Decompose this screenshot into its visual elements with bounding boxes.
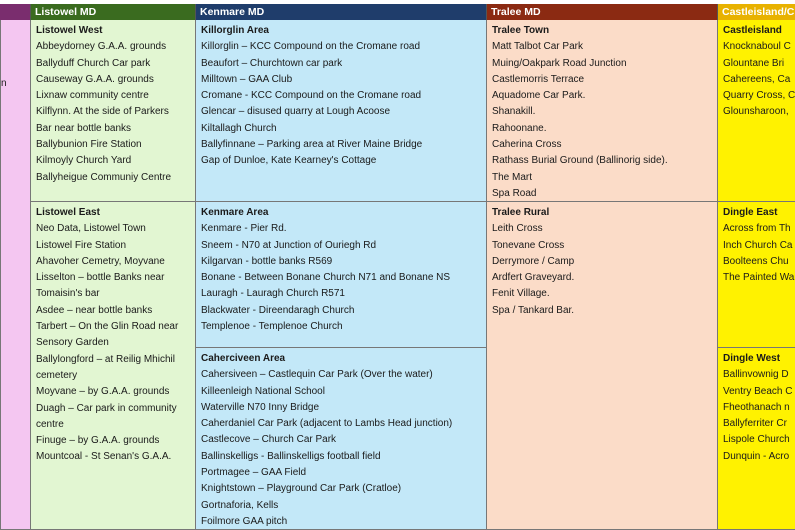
dingle-east-section <box>718 202 795 348</box>
list-item: Listowel Fire Station <box>36 239 127 251</box>
dingle-east-title: Dingle East <box>723 207 778 218</box>
list-item: Kenmare - Pier Rd. <box>201 223 287 235</box>
list-item: Ahavoher Cemetry, Moyvane <box>36 255 165 267</box>
castleisland-section <box>718 20 795 202</box>
dingle-west-list <box>723 367 795 465</box>
left-fragment-header <box>0 4 31 20</box>
tralee-md-column <box>487 0 718 530</box>
list-item: Waterville N70 Inny Bridge <box>201 401 320 413</box>
list-item: Leith Cross <box>492 223 543 235</box>
listowel-east-list <box>36 221 191 465</box>
dingle-west-section <box>718 348 795 530</box>
list-item: Causeway G.A.A. grounds <box>36 73 154 85</box>
list-item: Shanakill. <box>492 106 536 118</box>
list-item: Castlecove – Church Car Park <box>201 434 337 446</box>
list-item: Ballylongford – at Reilig Mhichil cemetery <box>36 353 175 381</box>
list-item: Dunquin - Acro <box>723 450 790 462</box>
list-item: Aquadome Car Park. <box>492 90 586 102</box>
listowel-east-title: Listowel East <box>36 207 100 218</box>
list-item: Mountcoal - St Senan's G.A.A. <box>36 451 172 463</box>
castleisland-md-column <box>718 0 795 530</box>
list-item: Across from Th <box>723 223 791 235</box>
listowel-east-section <box>31 202 196 530</box>
castleisland-list <box>723 39 795 120</box>
list-item: Moyvane – by G.A.A. grounds <box>36 386 170 398</box>
list-item: Glounsharoon, <box>723 106 789 118</box>
left-fragment-text: n <box>1 78 7 89</box>
kenmare-area-list <box>201 221 486 335</box>
list-item: Finuge – by G.A.A. grounds <box>36 435 160 447</box>
list-item: Tarbert – On the Glin Road near Sensory Garden <box>36 321 179 349</box>
tralee-town-title: Tralee Town <box>492 25 550 36</box>
list-item: Caherdaniel Car Park (adjacent to Lambs Head junction) <box>201 418 453 430</box>
list-item: Gap of Dunloe, Kate Kearney's Cottage <box>201 155 377 167</box>
list-item: Castlemorris Terrace <box>492 73 585 85</box>
list-item: The Painted Wa <box>723 272 795 284</box>
list-item: Caherina Cross <box>492 139 562 151</box>
tralee-rural-title: Tralee Rural <box>492 207 550 218</box>
tralee-town-list <box>492 39 717 202</box>
list-item: Ballyferriter Cr <box>723 418 787 430</box>
list-item: Milltown – GAA Club <box>201 73 293 85</box>
list-item: Abbeydorney G.A.A. grounds <box>36 41 167 53</box>
list-item: Cahereens, Ca <box>723 73 791 85</box>
tralee-rural-list <box>492 221 717 319</box>
list-item: Cromane - KCC Compound on the Cromane road <box>201 90 422 102</box>
list-item: Templenoe - Templenoe Church <box>201 321 343 333</box>
list-item: The Mart <box>492 171 533 183</box>
list-item: Rahoonane. <box>492 122 547 134</box>
list-item: Ventry Beach C <box>723 385 793 397</box>
list-item: Kilmoyly Church Yard <box>36 155 132 167</box>
list-item: Knocknaboul C <box>723 41 791 53</box>
list-item: Ballyduff Church Car park <box>36 57 151 69</box>
kenmare-md-header: Kenmare MD <box>196 4 487 20</box>
tralee-rural-section <box>487 202 718 530</box>
list-item: Duagh – Car park in community centre <box>36 402 177 430</box>
tralee-town-section <box>487 20 718 202</box>
list-item: Muing/Oakpark Road Junction <box>492 57 627 69</box>
dingle-west-title: Dingle West <box>723 353 781 364</box>
list-item: Blackwater - Direendaragh Church <box>201 304 355 316</box>
killorglin-area-section <box>196 20 487 202</box>
list-item: Lispole Church <box>723 434 790 446</box>
list-item: Foilmore GAA pitch <box>201 515 288 527</box>
killorglin-area-title: Killorglin Area <box>201 25 269 36</box>
list-item: Spa Road <box>492 187 537 199</box>
list-item: Killeenleigh National School <box>201 385 325 397</box>
list-item: Cahersiveen – Castlequin Car Park (Over the water) <box>201 369 433 381</box>
killorglin-area-list <box>201 39 486 169</box>
left-fragment-cell <box>0 20 31 530</box>
list-item: Asdee – near bottle banks <box>36 304 153 316</box>
left-fragment-column <box>0 0 31 530</box>
caherciveen-area-section <box>196 348 487 530</box>
list-item: Killorglin – KCC Compound on the Cromane road <box>201 41 421 53</box>
kenmare-area-section <box>196 202 487 348</box>
list-item: Tonevane Cross <box>492 239 565 251</box>
listowel-md-column <box>31 0 196 530</box>
list-item: Ballyheigue Communiy Centre <box>36 171 172 183</box>
list-item: Ballinvownig D <box>723 369 789 381</box>
listowel-md-header: Listowel MD <box>31 4 196 20</box>
list-item: Lixnaw community centre <box>36 90 149 102</box>
list-item: Sneem - N70 at Junction of Ouriegh Rd <box>201 239 377 251</box>
list-item: Matt Talbot Car Park <box>492 41 583 53</box>
list-item: Fenit Village. <box>492 288 550 300</box>
list-item: Portmagee – GAA Field <box>201 467 307 479</box>
list-item: Ardfert Graveyard. <box>492 272 575 284</box>
list-item: Inch Church Ca <box>723 239 793 251</box>
list-item: Ballinskelligs - Ballinskelligs football field <box>201 450 381 462</box>
list-item: Fheothanach n <box>723 401 790 413</box>
list-item: Lauragh - Lauragh Church R571 <box>201 288 345 300</box>
kenmare-area-title: Kenmare Area <box>201 207 269 218</box>
list-item: Neo Data, Listowel Town <box>36 223 146 235</box>
list-item: Glountane Bri <box>723 57 785 69</box>
caherciveen-area-title: Caherciveen Area <box>201 353 286 364</box>
list-item: Kilflynn. At the side of Parkers <box>36 106 169 118</box>
list-item: Knightstown – Playground Car Park (Cratloe) <box>201 483 402 495</box>
list-item: Quarry Cross, C <box>723 90 795 102</box>
list-item: Bonane - Between Bonane Church N71 and Bonane NS <box>201 272 451 284</box>
list-item: Derrymore / Camp <box>492 255 575 267</box>
list-item: Bar near bottle banks <box>36 122 132 134</box>
list-item: Ballyfinnane – Parking area at River Maine Bridge <box>201 139 423 151</box>
list-item: Beaufort – Churchtown car park <box>201 57 343 69</box>
castleisland-md-header: Castleisland/C <box>718 4 795 20</box>
tralee-md-header: Tralee MD <box>487 4 718 20</box>
list-item: Kiltallagh Church <box>201 122 277 134</box>
dingle-east-list <box>723 221 795 286</box>
caherciveen-area-list <box>201 367 486 530</box>
list-item: Spa / Tankard Bar. <box>492 304 575 316</box>
list-item: Boolteens Chu <box>723 255 789 267</box>
list-item: Gortnaforia, Kells <box>201 499 279 511</box>
list-item: Ballybunion Fire Station <box>36 139 142 151</box>
listowel-west-title: Listowel West <box>36 25 103 36</box>
list-item: Glencar – disused quarry at Lough Acoose <box>201 106 391 118</box>
list-item: Lisselton – bottle Banks near Tomaisin's bar <box>36 272 165 300</box>
listowel-west-list <box>36 39 195 186</box>
kenmare-md-column <box>196 0 487 530</box>
listowel-west-section <box>31 20 196 202</box>
castleisland-title: Castleisland <box>723 25 782 36</box>
list-item: Kilgarvan - bottle banks R569 <box>201 255 333 267</box>
list-item: Rathass Burial Ground (Ballinorig side). <box>492 155 668 167</box>
